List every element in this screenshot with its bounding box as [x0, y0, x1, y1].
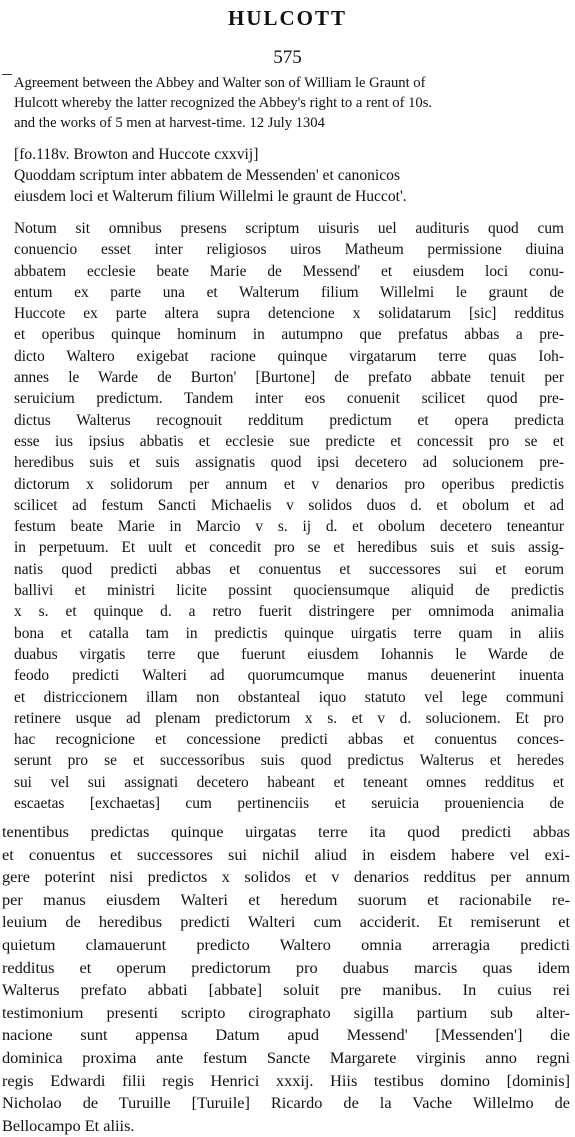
text-line: ballivi et ministri licite possint quociensumque aliquid de predictis [14, 582, 564, 600]
charter-text [14, 218, 564, 814]
text-line: scilicet ad festum Sancti Michaelis v solidos duos d. et obolum et ad [14, 496, 564, 514]
folio-reference-block [14, 144, 566, 207]
text-line: natis quod predicti abbas et conuentus et successores sui et eorum [14, 560, 564, 578]
running-head: HULCOTT [227, 6, 348, 30]
summary-line: and the works of 5 men at harvest-time. 12 July 1304 [14, 115, 325, 131]
text-line: dictorum x solidorum per annum et v denarios pro operibus predictis [14, 475, 564, 493]
text-line: tenentibus predictas quinque uirgatas terre ita quod predicti abbas [2, 822, 570, 841]
text-line: Walterus prefato abbati [abbate] soluit pre manibus. In cuius rei [2, 980, 570, 1000]
text-line: bona et catalla tam in predictis quinque uirgatis terre quam in aliis [14, 624, 564, 642]
text-line: serunt pro se et successoribus suis quod predictus Walterus et heredes [14, 752, 564, 770]
text-line: dictus Walterus recognouit redditum predictum et opera predicta [14, 411, 564, 429]
text-line: Bellocampo Et aliis. [2, 1115, 135, 1135]
charter-continuation [2, 821, 570, 1137]
text-line: feodo predicti Walteri ad quorumcumque manus deuenerint inuenta [14, 667, 564, 685]
text-line: hac recognicione et concessione predicti abbas et conuentus conces- [14, 731, 564, 749]
text-line: quietum clamauerunt predicto Waltero omnia arreragia predicti [2, 934, 570, 954]
text-line: leuium de heredibus predicti Walteri cum acciderit. Et remiserunt et [2, 912, 570, 932]
margin-mark [2, 74, 12, 75]
text-line: Notum sit omnibus presens scriptum uisuris uel audituris quod cum [14, 220, 564, 237]
text-line: testimonium presenti scripto cirographato sigilla partium sub alter- [2, 1002, 570, 1022]
entry-number: 575 [273, 47, 302, 68]
folio-reference: [fo.118v. Browton and Huccote cxxvij] [14, 146, 259, 163]
summary-block [14, 73, 566, 133]
text-line: et operibus quinque hominum in autumpno que prefatus abbas a pre- [14, 326, 564, 344]
text-line: conuencio esset inter religiosos uiros Matheum permissione diuina [14, 241, 564, 259]
text-line: per manus eiusdem Walteri et heredum suorum et racionabile re- [2, 889, 570, 909]
text-line: et districcionem illam non obstanteal iquo statuto vel lege communi [14, 688, 564, 706]
text-line: festum beate Marie in Marcio v s. ij d. et obolum decetero teneantur [14, 518, 564, 536]
text-line: nacione sunt appensa Datum apud Messend' [Messenden'] die [2, 1025, 570, 1045]
text-line: gere poterint nisi predictos x solidos et v denarios redditus per annum [2, 867, 570, 887]
reference-line: Quoddam scriptum inter abbatem de Messenden' et canonicos [14, 167, 401, 184]
text-line: escaetas [exchaetas] cum pertinenciis et seruicia proueniencia de [14, 795, 564, 813]
text-line: seruicium predictum. Tandem inter eos conuenit scilicet quod pre- [14, 390, 564, 408]
text-line: et conuentus et successores sui nichil aliud in eisdem habere vel exi- [2, 844, 570, 864]
text-line: dominica proxima ante festum Sancte Margarete virginis anno regni [2, 1047, 570, 1067]
text-line: x s. et quinque d. a retro fuerit distringere per omnimoda animalia [14, 603, 564, 621]
reference-line: eiusdem loci et Walterum filium Willelmi le graunt de Huccot'. [14, 188, 407, 205]
text-line: heredibus suis et suis assignatis quod ipsi decetero ad solucionem pre- [14, 454, 564, 472]
text-line: Huccote ex parte altera supra detencione x solidatarum [sic] redditus [14, 305, 564, 323]
text-line: duabus virgatis terre que fuerunt eiusdem Iohannis le Warde de [14, 645, 564, 663]
text-line: annes le Warde de Burton' [Burtone] de prefato abbate tenuit per [14, 369, 564, 387]
summary-line: Agreement between the Abbey and Walter son of William le Graunt of [14, 75, 426, 91]
text-line: abbatem ecclesie beate Marie de Messend' et eiusdem loci conu- [14, 262, 564, 280]
text-line: entum ex parte una et Walterum filium Willelmi le graunt de [14, 283, 564, 301]
text-line: regis Edwardi filii regis Henrici xxxij. Hiis testibus domino [dominis] [2, 1070, 570, 1090]
text-line: Nicholao de Turuille [Turuile] Ricardo de la Vache Willelmo de [2, 1093, 570, 1113]
summary-line: Hulcott whereby the latter recognized the Abbey's right to a rent of 10s. [14, 95, 433, 111]
text-line: redditus et operum predictorum pro duabus marcis quas idem [2, 957, 570, 977]
text-line: retinere usque ad plenam predictorum x s. et v d. solucionem. Et pro [14, 709, 564, 727]
text-line: in perpetuum. Et uult et concedit pro se et heredibus suis et suis assig- [14, 539, 564, 557]
text-line: esse ius ipsius abbatis et ecclesie sue predicte et concessit pro se et [14, 432, 564, 450]
text-line: dicto Waltero exigebat racione quinque virgatarum terre quas Ioh- [14, 347, 564, 365]
text-line: sui vel sui assignati decetero habeant et teneant omnes redditus et [14, 773, 564, 791]
